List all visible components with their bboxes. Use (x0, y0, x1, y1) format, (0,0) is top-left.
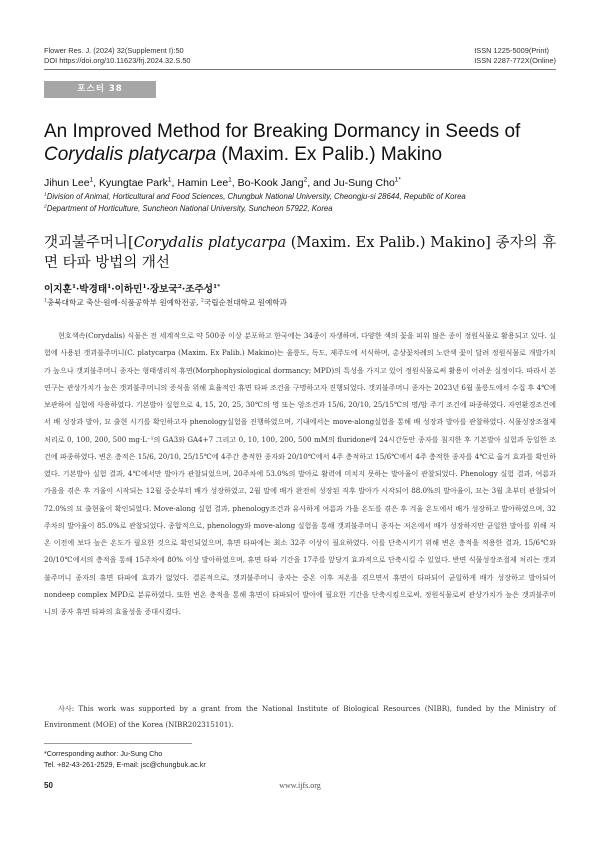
journal-website: www.ijfs.org (279, 781, 321, 790)
ko-author-name: 이하민 (114, 284, 143, 295)
ko-title-post: (Maxim. Ex Palib.) Makino] 종자의 휴면 타파 방법의 개선 (44, 235, 557, 271)
title-species: Corydalis platycarpa (44, 144, 217, 165)
footnote-rule (44, 743, 192, 744)
ko-author-name: 박경태 (79, 284, 108, 295)
author-separator: , (231, 177, 238, 189)
page-number: 50 (44, 781, 53, 790)
ko-author-affiliation-mark: 1 (107, 282, 112, 290)
ko-author-affiliation-mark: 1* (213, 282, 221, 290)
korean-author-list (44, 281, 564, 295)
paper-title (44, 120, 564, 166)
issn-online: ISSN 2287-772X(Online) (474, 56, 556, 65)
affiliation-1-mark: 1 (44, 192, 47, 198)
abstract-body: 현호색속(Corydalis) 식물은 전 세계적으로 약 500종 이상 분포하고 한국에는 34종이 자생하며, 다양한 색의 꽃을 피워 많은 종이 정원식물로 활용되고 있다. 실험에 사용된 갯괴불주머니(C. platycarpa (Maxim. Ex Palib.) Makino)는 울릉도, 독도, 제주도에 서식하며, 총상꽃차례의 노란색 꽃이 달려 정원식물로 개발가치가 높으나 갯괴불주머니 종자는 형태생리적 휴면(Morphophysiological dormancy; MPD)의 특성을 가지고 있어 정원식물로써 활용이 어려운 실정이다. 따라서 본 연구는 관상가치가 높은 갯괴불주머니의 증식을 위해 효율적인 휴면 타파 조건을 구명하고자 진행되었다. 갯괴불주머니 종자는 2023년 6월 울릉도에서 수집 후 4℃에 보관하여 실험에 사용하였다. 기본발아 실험으로 4, 15, 20, 25, 30℃의 명 또는 암조건과 15/6, 20/10, 25/15℃의 명/암 주기 조건에 파종하였다. 자연환경조건에서 배 성장과 발아, 묘 출현 시기를 확인하고자 phenology실험을 진행하였으며, 기내에서는 move-along실험을 통해 배 성장과 발아를 관찰하였다. 식물성장조절제 처리로 0, 100, 200, 500 mg·L⁻¹의 GA3와 GA4+7 그리고 0, 10, 100, 200, 500 mM의 fluridone에 24시간동안 종자를 침지한 후 기본발아 실험과 동일한 조건에 파종하였다. 변온 층적은 15/6, 20/10, 25/15℃에 4주간 층적한 종자와 20/10℃에서 4주 층적하고 15/6℃에서 4주 층적한 종자를 4℃로 옮겨 효과를 확인하였다. 기본발아 실험 결과, 4℃에서만 발아가 관찰되었으며, 20주차에 53.0%의 발아로 활력에 미치지 못하는 발아율이 관찰되었다. Phenology 실험 결과, 여름과 가을을 겪은 후 겨울이 시작되는 12월 중순부터 배가 성장하였고, 2월 말에 배가 완전히 성장된 직후 발아가 시작되어 88.0%의 발아율이, 묘는 3월 초부터 관찰되어 72.0%의 묘 출현율이 확인되었다. Move-along 실험 결과, phenology조건과 유사하게 여름과 가을 온도를 겪은 후 겨울 온도에서 배가 성장하고 발아하였으며, 32주차의 발아율이 85.0%로 관찰되었다. 종합적으로, phenology와 move-along 실험을 통해 갯괴불주머니 종자는 저온에서 배가 성장하지만 균일한 발아를 위해 저온 이전에 보다 높은 온도가 필요한 것으로 확인되었으며, 휴면 타파에는 최소 32주 이상이 필요하였다. 이를 단축시키기 위해 변온 층적을 적용한 결과, 15/6℃와 20/10℃에서의 층적을 통해 15주차에 80% 이상 발아하였으며, 휴면 타파 기간을 17주를 앞당겨 효과적으로 단축시킬 수 있었다. 반면 식물성장조절제 처리는 갯괴불주머니 종자의 휴면 타파에 효과가 없었다. 결론적으로, 갯괴불주머니 종자는 중온 이후 저온을 겪으면서 휴면이 타파되어 균일하게 배가 성장하고 발아되어 nondeep complex MPD로 분류하였다. 또한 변온 층적을 통해 휴면이 타파되어 발아에 필요한 기간을 단축시킴으로써, 정원식물로써 관상가치가 높은 갯괴불주머니의 종자 휴면 타파의 효율성을 증대시켰다. (44, 331, 556, 616)
ko-author-affiliation-mark: 1 (71, 282, 76, 290)
journal-header-left (44, 46, 191, 66)
acknowledgement: 사사: This work was supported by a grant from the National Institute of Biological Resources (NIBR), funded by the Ministry of Environment (MOE) of the Korea (NIBR202315101). (44, 704, 556, 729)
author-list (44, 176, 564, 190)
ko-author-name: 이지훈 (44, 284, 72, 295)
corresponding-author: *Corresponding author: Ju-Sung Cho (44, 749, 163, 758)
affiliation-2-mark: 2 (44, 204, 47, 210)
ko-title-species: Corydalis platycarpa (133, 235, 287, 251)
ko-author-name: 장보국 (149, 284, 178, 295)
author-name: Bo-Kook Jang (237, 177, 304, 189)
affiliation-1-text: Division of Animal, Horticultural and Food Sciences, Chungbuk National University, Cheongju-si 28644, Republic of Korea (46, 192, 466, 201)
ko-author-separator: · (75, 284, 80, 295)
author-name: Jihun Lee (44, 177, 90, 189)
affiliation-2 (44, 203, 564, 214)
author-affiliation-mark: 1 (167, 176, 172, 184)
journal-citation: Flower Res. J. (2024) 32(Supplement I):50 (44, 46, 184, 55)
ko-author-separator: · (181, 284, 186, 295)
ko-author-name: 조주성 (185, 284, 213, 295)
author-name: Hamin Lee (177, 177, 229, 189)
korean-title (44, 233, 564, 273)
author-separator: , (93, 177, 100, 189)
issn-print: ISSN 1225-5009(Print) (474, 46, 549, 55)
author-affiliation-mark: 1 (228, 176, 232, 184)
poster-badge: 포스터 38 (44, 81, 156, 98)
doi-line: DOI https://doi.org/10.11623/frj.2024.32.S.50 (44, 56, 191, 65)
author-separator: , and (307, 177, 334, 189)
author-name: Ju-Sung Cho (333, 177, 395, 189)
title-pre: An Improved Method for Breaking Dormancy in Seeds of (44, 121, 521, 142)
ko-affiliation-1-mark: 1 (44, 298, 47, 304)
ko-title-pre: 갯괴불주머니[ (44, 235, 134, 251)
affiliation-2-text: Department of Horticulture, Suncheon National University, Suncheon 57922, Korea (46, 204, 333, 213)
journal-header-right (474, 46, 556, 66)
ko-author-separator: · (111, 284, 115, 295)
ko-author-affiliation-mark: 2 (177, 282, 182, 290)
author-affiliation-mark: 2 (303, 176, 308, 184)
ko-author-affiliation-mark: 1 (142, 282, 147, 290)
ko-author-separator: · (146, 284, 150, 295)
corresponding-contact: Tel. +82-43-261-2529, E-mail: jsc@chungbuk.ac.kr (44, 760, 206, 769)
author-name: Kyungtae Park (99, 177, 168, 189)
korean-affiliations (44, 297, 564, 308)
title-post: (Maxim. Ex Palib.) Makino (216, 144, 443, 165)
ko-affiliation-2-text: 국립순천대학교 원예학과 (203, 298, 287, 307)
author-affiliation-mark: 1 (89, 176, 94, 184)
author-affiliation-mark: 1* (394, 176, 401, 184)
author-separator: , (171, 177, 178, 189)
ko-affiliation-1-text: 충북대학교 축산·원예·식품공학부 원예학전공, (47, 298, 201, 307)
affiliation-1 (44, 191, 564, 202)
ko-affiliation-2-mark: 2 (200, 298, 204, 304)
header-rule (44, 69, 556, 70)
